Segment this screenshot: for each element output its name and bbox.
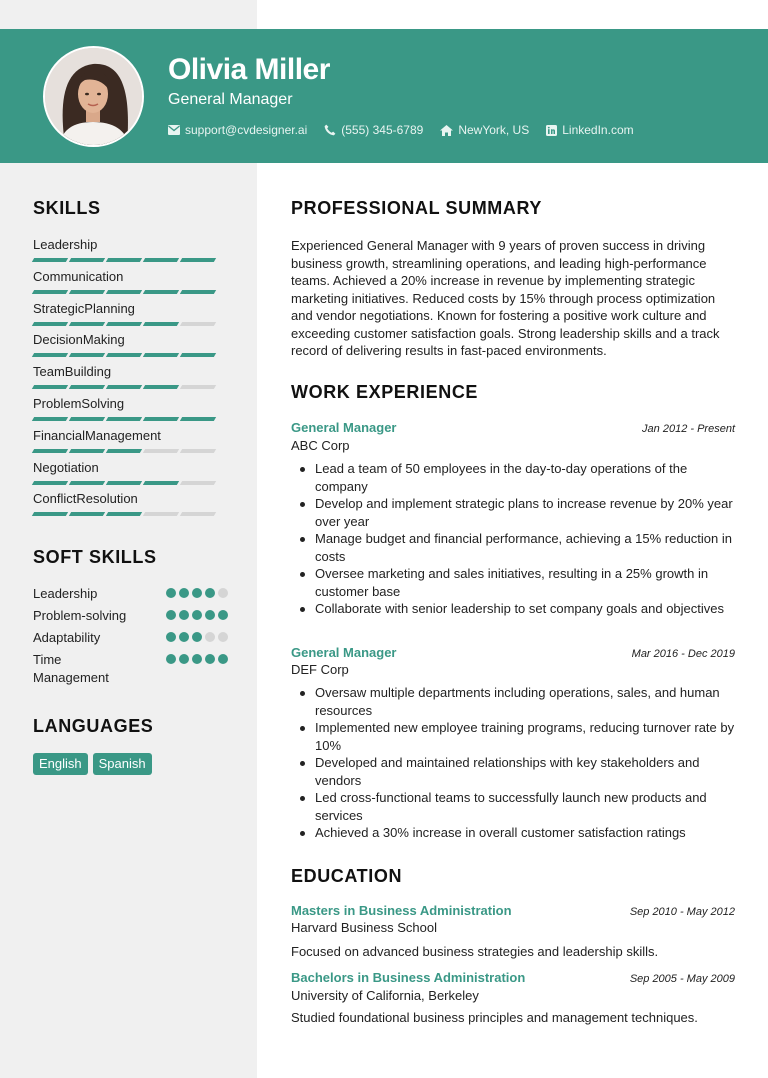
education-description: Studied foundational business principles and management techniques. — [291, 1010, 698, 1025]
skill-level-segment — [180, 481, 216, 485]
skill-level-segment — [180, 417, 216, 421]
skill-level-segment — [143, 512, 179, 516]
skill-level-segment — [69, 385, 105, 389]
soft-skill-rating — [163, 629, 228, 647]
skill-level-segment — [69, 322, 105, 326]
skill-level-segment — [69, 512, 105, 516]
skill-level-segment — [143, 449, 179, 453]
skill-level-segment — [106, 385, 142, 389]
skill-level-segment — [106, 322, 142, 326]
skill-level-segment — [143, 385, 179, 389]
rating-dot — [218, 610, 228, 620]
contact-phone-text: (555) 345-6789 — [341, 123, 424, 137]
school-name: Harvard Business School — [291, 920, 437, 935]
soft-skill-name: Leadership — [33, 586, 98, 601]
rating-dot — [192, 632, 202, 642]
home-icon — [440, 125, 453, 136]
rating-dot — [179, 588, 189, 598]
language-tag: Spanish — [93, 753, 152, 775]
rating-dot — [166, 588, 176, 598]
skill-level-segment — [69, 481, 105, 485]
linkedin-icon — [546, 125, 557, 136]
summary-text: Experienced General Manager with 9 years of proven success in driving business growth, streamlining operations, and leading high-performance teams. Achieved a 20% increase in revenue by implementing strategic marketing initiatives. Reduced costs by 15% through process optimization and vendor negotiations. Known for fostering a positive work culture and exceeding customer satisfaction goals. Strong leadership skills and a track record of delivering results in fast-paced environments. — [291, 238, 720, 358]
skill-level-segment — [32, 481, 68, 485]
skill-level-segment — [106, 258, 142, 262]
education-description: Focused on advanced business strategies and leadership skills. — [291, 944, 659, 959]
skill-level-segment — [180, 449, 216, 453]
skill-level-segment — [180, 258, 216, 262]
soft-skill-name: Problem-solving — [33, 608, 127, 623]
skill-item — [33, 364, 228, 389]
rating-dot — [179, 632, 189, 642]
skill-level-bar — [33, 512, 228, 516]
languages-list — [33, 753, 157, 775]
envelope-icon — [168, 125, 180, 135]
soft-skill-item — [33, 651, 228, 687]
skill-level-segment — [180, 322, 216, 326]
candidate-name: Olivia Miller — [168, 53, 330, 86]
education-heading: EDUCATION — [291, 866, 403, 886]
contact-email-text: support@cvdesigner.ai — [185, 123, 308, 137]
contact-linkedin-text: LinkedIn.com — [562, 123, 634, 137]
education-header — [291, 970, 735, 985]
education-dates: Sep 2010 - May 2012 — [629, 906, 735, 918]
job-bullet: Led cross-functional teams to successfully launch new products and services — [299, 789, 735, 824]
languages-heading: LANGUAGES — [33, 716, 154, 736]
soft-skill-rating — [163, 651, 228, 687]
skill-name: StrategicPlanning — [33, 300, 135, 316]
skill-level-segment — [32, 290, 68, 294]
degree-title: Masters in Business Administration — [291, 903, 512, 918]
rating-dot — [192, 654, 202, 664]
job-header — [291, 420, 735, 435]
skill-name: TeamBuilding — [33, 364, 112, 380]
skill-level-segment — [32, 353, 68, 357]
skill-item — [33, 237, 228, 262]
skill-name: ConflictResolution — [33, 491, 138, 507]
job-bullet: Oversee marketing and sales initiatives, resulting in a 25% growth in customer base — [299, 565, 735, 600]
skill-level-bar — [33, 258, 228, 262]
job-company: ABC Corp — [291, 438, 350, 453]
skill-level-segment — [180, 353, 216, 357]
skill-level-segment — [69, 353, 105, 357]
soft-skill-name: Time Management — [33, 652, 109, 685]
soft-skill-rating — [163, 607, 228, 625]
rating-dot — [218, 588, 228, 598]
skill-name: ProblemSolving — [33, 396, 125, 411]
contact-location — [440, 123, 529, 137]
contact-bar — [168, 123, 651, 137]
skill-level-segment — [106, 512, 142, 516]
job-role: General Manager — [291, 420, 397, 435]
job-bullet: Develop and implement strategic plans to increase revenue by 20% year over year — [299, 495, 735, 530]
summary-heading: PROFESSIONAL SUMMARY — [291, 198, 543, 218]
contact-phone[interactable] — [324, 123, 423, 137]
rating-dot — [205, 654, 215, 664]
skill-level-segment — [143, 353, 179, 357]
job-bullet: Collaborate with senior leadership to set company goals and objectives — [299, 600, 735, 618]
skill-level-bar — [33, 481, 228, 485]
contact-email[interactable] — [168, 123, 307, 137]
job-dates: Mar 2016 - Dec 2019 — [631, 648, 735, 660]
skill-level-bar — [33, 449, 228, 453]
soft-skill-item — [33, 607, 228, 625]
skill-level-segment — [106, 353, 142, 357]
skill-level-segment — [69, 417, 105, 421]
experience-heading: WORK EXPERIENCE — [291, 382, 479, 402]
skill-level-segment — [106, 481, 142, 485]
job-role: General Manager — [291, 645, 397, 660]
skill-level-segment — [69, 290, 105, 294]
skill-item — [33, 491, 228, 516]
skill-level-segment — [143, 322, 179, 326]
avatar — [43, 46, 144, 147]
skill-level-segment — [32, 258, 68, 262]
skill-level-segment — [69, 258, 105, 262]
soft-skill-rating — [163, 585, 228, 603]
job-bullet: Oversaw multiple departments including operations, sales, and human resources — [299, 684, 735, 719]
skill-level-segment — [69, 449, 105, 453]
job-header — [291, 645, 735, 660]
education-header — [291, 903, 735, 918]
header-banner — [0, 29, 768, 163]
job-bullet: Manage budget and financial performance, achieving a 15% reduction in costs — [299, 530, 735, 565]
skill-level-segment — [180, 385, 216, 389]
skill-name: Communication — [33, 268, 124, 284]
skill-level-segment — [32, 512, 68, 516]
job-bullet: Achieved a 30% increase in overall customer satisfaction ratings — [299, 824, 735, 842]
rating-dot — [218, 632, 228, 642]
skill-level-segment — [143, 290, 179, 294]
job-bullet: Developed and maintained relationships with key stakeholders and vendors — [299, 754, 735, 789]
phone-icon — [324, 124, 336, 136]
skill-level-segment — [106, 417, 142, 421]
skill-item — [33, 396, 228, 421]
rating-dot — [166, 610, 176, 620]
soft-skills-heading: SOFT SKILLS — [33, 547, 157, 567]
education-dates: Sep 2005 - May 2009 — [629, 973, 735, 985]
degree-title: Bachelors in Business Administration — [291, 970, 526, 985]
rating-dot — [179, 610, 189, 620]
soft-skill-item — [33, 629, 228, 647]
skill-level-bar — [33, 417, 228, 421]
skill-level-segment — [106, 449, 142, 453]
skill-level-segment — [32, 385, 68, 389]
job-bullet: Lead a team of 50 employees in the day-to-day operations of the company — [299, 460, 735, 495]
job-bullets — [299, 460, 735, 618]
skill-name: DecisionMaking — [33, 332, 125, 348]
skill-level-segment — [143, 481, 179, 485]
skill-level-segment — [32, 417, 68, 421]
rating-dot — [192, 588, 202, 598]
rating-dot — [166, 654, 176, 664]
contact-location-text: NewYork, US — [458, 123, 530, 137]
skill-level-bar — [33, 353, 228, 357]
skill-item — [33, 428, 228, 453]
rating-dot — [166, 632, 176, 642]
soft-skill-item — [33, 585, 228, 603]
rating-dot — [205, 632, 215, 642]
contact-linkedin[interactable] — [546, 123, 633, 137]
skill-item — [33, 332, 228, 357]
candidate-title: General Manager — [168, 91, 293, 108]
skill-level-bar — [33, 385, 228, 389]
skill-level-segment — [180, 512, 216, 516]
job-dates: Jan 2012 - Present — [642, 423, 735, 435]
rating-dot — [192, 610, 202, 620]
rating-dot — [218, 654, 228, 664]
rating-dot — [205, 588, 215, 598]
skill-name: FinancialManagement — [33, 427, 161, 443]
skill-level-segment — [143, 417, 179, 421]
skill-item — [33, 301, 228, 326]
job-bullet: Implemented new employee training programs, reducing turnover rate by 10% — [299, 719, 735, 754]
skill-level-bar — [33, 290, 228, 294]
language-tag: English — [33, 753, 88, 775]
skill-level-segment — [106, 290, 142, 294]
skill-level-segment — [32, 449, 68, 453]
skill-item — [33, 269, 228, 294]
skill-level-segment — [32, 322, 68, 326]
skills-heading: SKILLS — [33, 198, 101, 218]
skill-level-segment — [180, 290, 216, 294]
job-company: DEF Corp — [291, 662, 349, 677]
skill-name: Negotiation — [33, 459, 99, 475]
soft-skill-name: Adaptability — [33, 630, 101, 645]
skill-name: Leadership — [33, 237, 98, 252]
skill-level-bar — [33, 322, 228, 326]
school-name: University of California, Berkeley — [291, 988, 479, 1003]
skill-item — [33, 460, 228, 485]
job-bullets — [299, 684, 735, 842]
skill-level-segment — [143, 258, 179, 262]
rating-dot — [205, 610, 215, 620]
rating-dot — [179, 654, 189, 664]
